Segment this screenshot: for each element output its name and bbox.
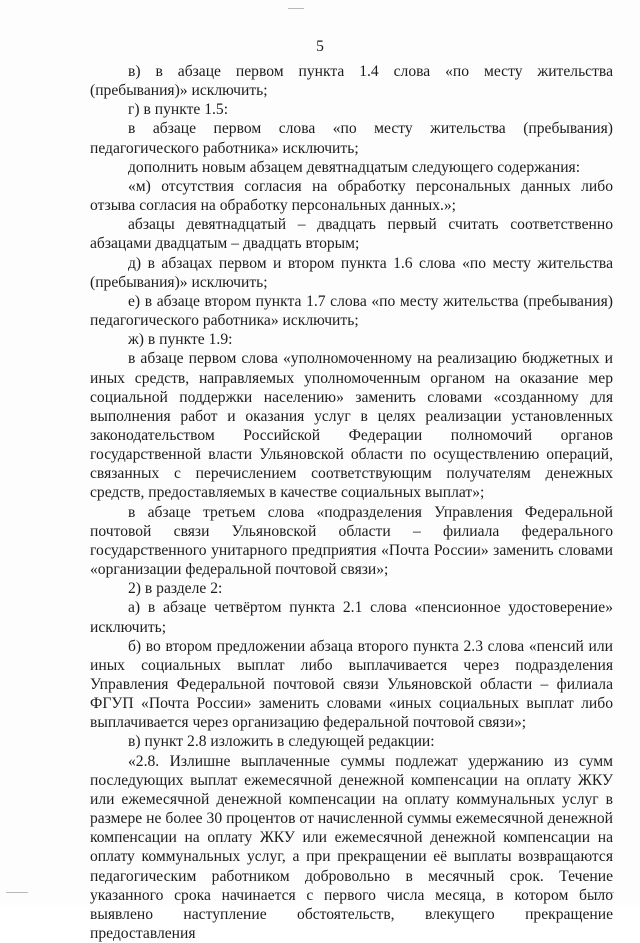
paragraph-8: е) в абзаце втором пункта 1.7 слова «по месту жительства (пребывания) педагогического работника» исключить; <box>90 292 613 330</box>
page-number: 5 <box>316 38 324 55</box>
paragraph-6: абзацы девятнадцатый – двадцать первый считать соответственно абзацами двадцатым – двадцать вторым; <box>90 216 613 253</box>
paragraph-13: а) в абзаце четвёртом пункта 2.1 слова «пенсионное удостоверение» исключить; <box>90 599 613 636</box>
scan-artifact <box>288 8 304 9</box>
paragraph-16: «2.8. Излишне выплаченные суммы подлежат удержанию из сумм последующих выплат ежемесячной денежной компенсации на оплату ЖКУ или ежемесячной денежной компенсации на оплату коммунальных услуг в размере не более 30 процентов от начисленной суммы ежемесячной денежной компенсации на оплату ЖКУ или ежемесячной денежной компенсации на оплату коммунальных услуг, а при прекращении её выплаты возвращаются педагогическим работником добровольно в месячный срок. Течение указанного срока начинается с первого числа месяца, в котором было выявлено наступление обстоятельств, влекущего прекращение предоставления <box>90 752 613 943</box>
paragraph-4: дополнить новым абзацем девятнадцатым следующего содержания: <box>128 158 581 176</box>
paragraph-14: б) во втором предложении абзаца второго пункта 2.3 слова «пенсий или иных социальных выплат либо выплачивается через подразделения Управления Федеральной почтовой связи Ульяновской области – филиала ФГУП «Почта России» заменить словами «иных социальных выплат либо выплачивается через организацию федеральной почтовой связи»; <box>90 637 613 732</box>
paragraph-2: г) в пункте 1.5: <box>128 101 229 119</box>
paragraph-15: в) пункт 2.8 изложить в следующей редакции: <box>128 733 435 751</box>
paragraph-3: в абзаце первом слова «по месту жительства (пребывания) педагогического работника» исключить; <box>90 120 613 157</box>
paragraph-7: д) в абзацах первом и втором пункта 1.6 слова «по месту жительства (пребывания)» исключить; <box>90 254 613 291</box>
document-body <box>90 62 613 943</box>
paragraph-10: в абзаце первом слова «уполномоченному на реализацию бюджетных и иных средств, направляемых уполномоченным органом на оказание мер социальной поддержки населению» заменить словами «созданному для выполнения работ и оказания услуг в целях реализации установленных законодательством Российской Федерации полномочий органов государственной власти Ульяновской области по осуществлению операций, связанных с перечислением соответствующим получателям денежных средств, предоставляемых в качестве социальных выплат»; <box>90 350 613 502</box>
paragraph-12: 2) в разделе 2: <box>128 580 223 598</box>
paragraph-9: ж) в пункте 1.9: <box>128 331 233 349</box>
paragraph-11: в абзаце третьем слова «подразделения Управления Федеральной почтовой связи Ульяновской области – филиала федерального государственного унитарного предприятия «Почта России» заменить словами «организации федеральной почтовой связи»; <box>90 503 613 579</box>
paragraph-5: «м) отсутствия согласия на обработку персональных данных либо отзыва согласия на обработку персональных данных.»; <box>90 177 613 215</box>
scan-artifact <box>6 892 28 893</box>
paragraph-1: в) в абзаце первом пункта 1.4 слова «по месту жительства (пребывания)» исключить; <box>90 63 613 100</box>
